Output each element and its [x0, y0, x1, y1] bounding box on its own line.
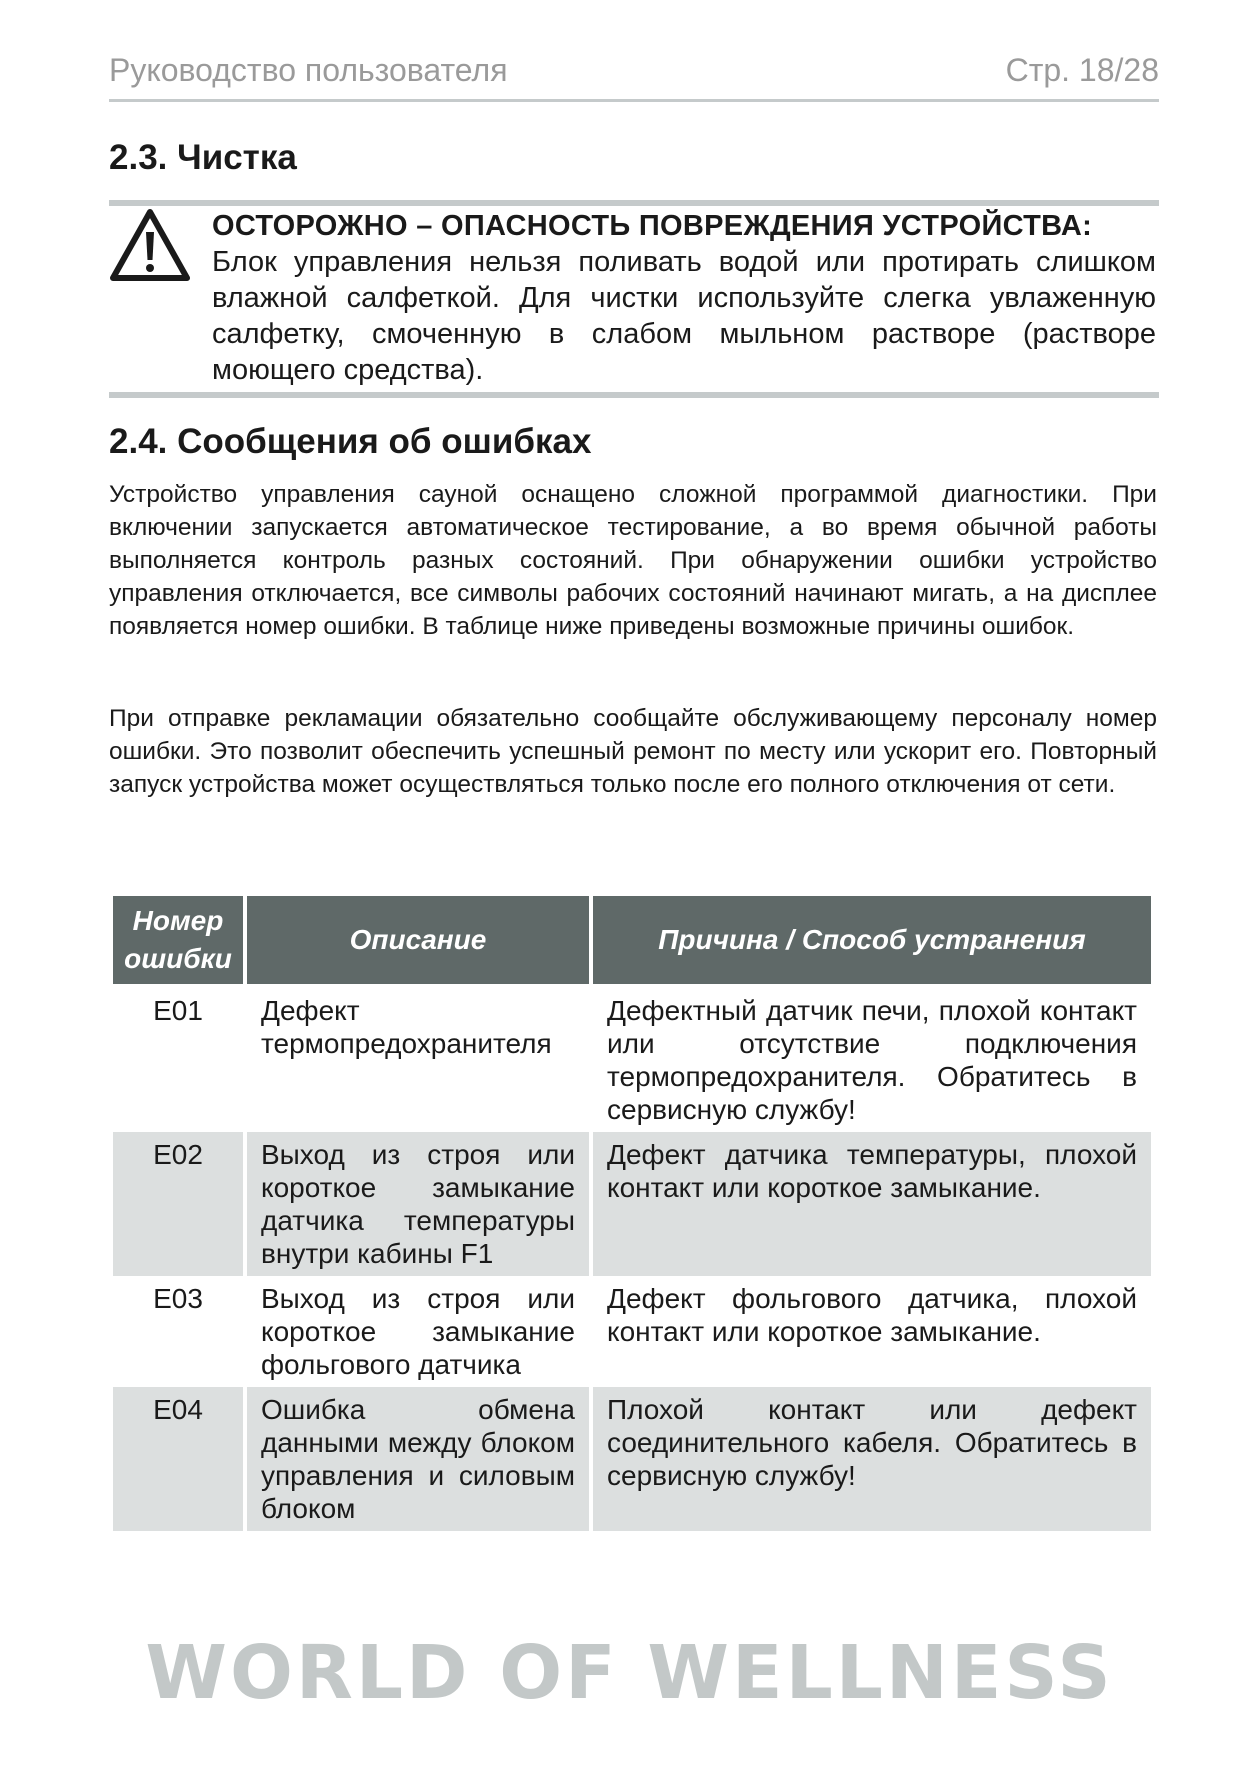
error-description: Дефект термопредохранителя	[261, 995, 552, 1059]
column-header-description: Описание	[247, 896, 589, 984]
error-cause: Дефектный датчик печи, плохой контакт или отсутствие подключения термопредохранителя. Обратитесь в сервисную службу!	[607, 995, 1137, 1125]
error-code: E01	[153, 995, 203, 1026]
warning-triangle-icon	[109, 208, 191, 282]
error-code: E02	[113, 1132, 243, 1276]
errors-intro-paragraph: Устройство управления сауной оснащено сложной программой диагностики. При включении запускается автоматическое тестирование, а во время обычной работы выполняется контроль разных состояний. При обнаружении ошибки устройство управления отключается, все символы рабочих состояний начинают мигать, а на дисплее появляется номер ошибки. В таблице ниже приведены возможные причины ошибок.	[109, 481, 1157, 640]
error-description: Ошибка обмена данными между блоком управления и силовым блоком	[247, 1387, 589, 1531]
error-codes-table	[109, 896, 1155, 1531]
brand-logo-text: WORLD OF WELLNESS	[145, 1630, 1114, 1716]
table-row	[113, 1387, 1151, 1531]
error-cause: Дефект фольгового датчика, плохой контакт или короткое замыкание.	[607, 1283, 1137, 1347]
running-header-title: Руководство пользователя	[109, 52, 508, 88]
column-header-cause: Причина / Способ устранения	[593, 896, 1151, 984]
page-number: Стр. 18/28	[1005, 52, 1159, 88]
table-row	[113, 1276, 1151, 1387]
warning-title: ОСТОРОЖНО – ОПАСНОСТЬ ПОВРЕЖДЕНИЯ УСТРОЙСТВА:	[212, 210, 1093, 242]
section-heading-errors: 2.4. Сообщения об ошибках	[109, 422, 592, 461]
error-code: E03	[153, 1283, 203, 1314]
table-row	[113, 1132, 1151, 1276]
errors-complaint-paragraph: При отправке рекламации обязательно сообщайте обслуживающему персоналу номер ошибки. Это позволит обеспечить успешный ремонт по месту или ускорит его. Повторный запуск устройства может осуществляться только после его полного отключения от сети.	[109, 705, 1157, 798]
table-row	[113, 984, 1151, 1132]
error-cause: Дефект датчика температуры, плохой контакт или короткое замыкание.	[593, 1132, 1151, 1276]
warning-top-rule	[109, 200, 1159, 206]
warning-text: Блок управления нельзя поливать водой или протирать слишком влажной салфеткой. Для чистки используйте слегка увлаженную салфетку, смоченную в слабом мыльном растворе (растворе моющего средства).	[212, 246, 1156, 386]
error-code: E04	[113, 1387, 243, 1531]
error-cause: Плохой контакт или дефект соединительного кабеля. Обратитесь в сервисную службу!	[593, 1387, 1151, 1531]
error-description: Выход из строя или короткое замыкание датчика температуры внутри кабины F1	[247, 1132, 589, 1276]
column-header-code: Номер ошибки	[113, 896, 243, 984]
table-header-row	[113, 896, 1151, 984]
warning-bottom-rule	[109, 392, 1159, 398]
header-divider	[109, 99, 1159, 102]
warning-block	[212, 208, 1156, 388]
error-description: Выход из строя или короткое замыкание фольгового датчика	[261, 1283, 575, 1380]
section-heading-cleaning: 2.3. Чистка	[109, 138, 297, 177]
